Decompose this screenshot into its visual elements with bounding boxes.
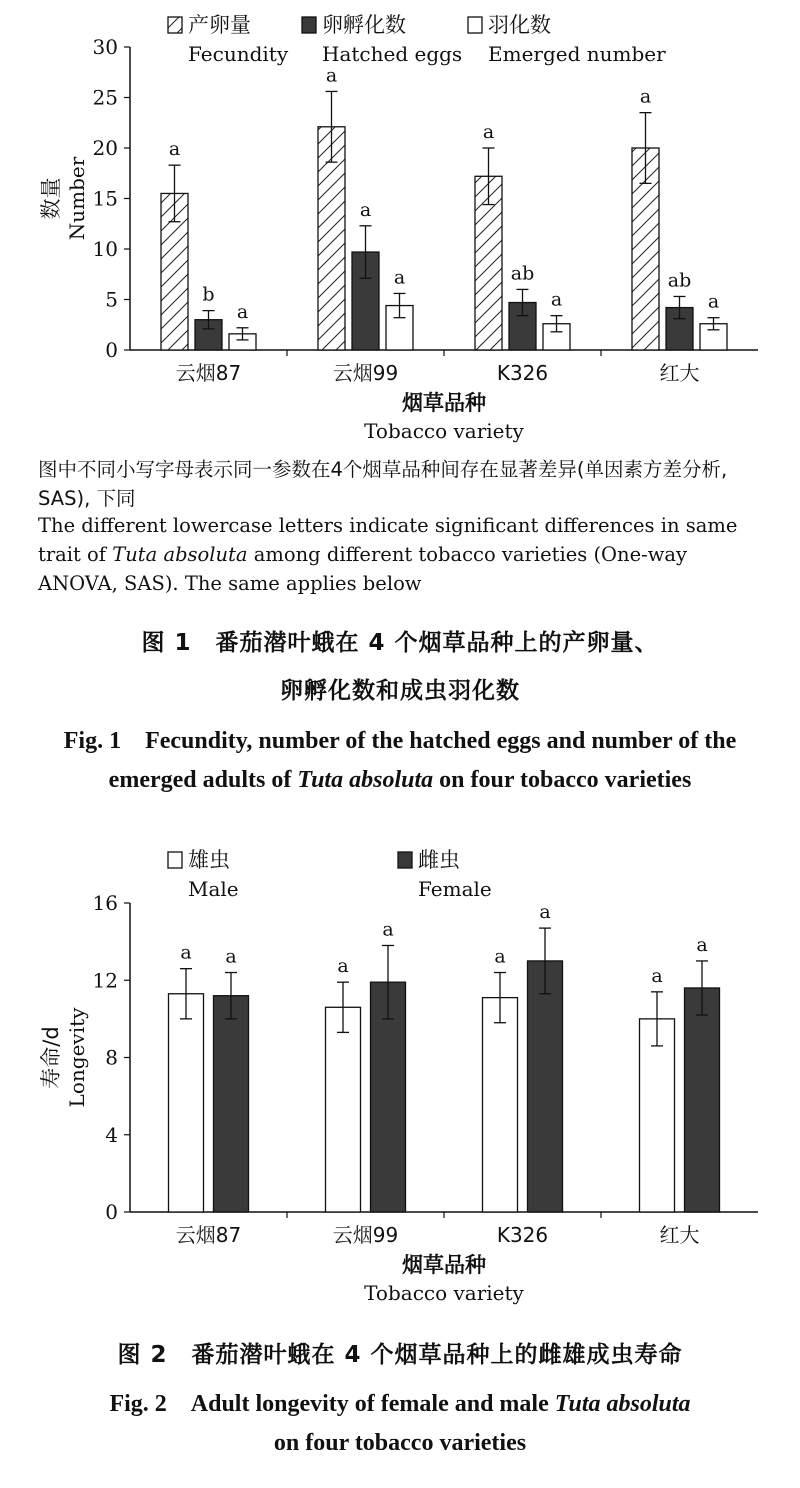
x-axis-label-en: Tobacco variety: [364, 1281, 524, 1305]
legend-label-en: Emerged number: [488, 42, 666, 66]
x-axis-label-zh: 烟草品种: [402, 1253, 486, 1277]
y-axis-label-zh: 数量: [39, 177, 63, 220]
legend-label-en: Fecundity: [188, 42, 289, 66]
significance-letter: a: [236, 300, 249, 323]
legend-swatch: [168, 17, 182, 33]
legend-label-zh: 产卵量: [188, 13, 251, 37]
significance-letter: a: [482, 121, 495, 143]
y-tick-label: 25: [92, 85, 118, 110]
significance-letter: a: [393, 266, 406, 289]
significance-letter: a: [180, 941, 192, 964]
x-tick-label: 云烟87: [175, 1223, 242, 1247]
legend-label-en: Hatched eggs: [322, 42, 463, 66]
x-tick-label: 红大: [659, 361, 700, 385]
y-tick-label: 12: [92, 968, 118, 993]
x-tick-label: 云烟99: [332, 1223, 399, 1247]
significance-note-zh: 图中不同小写字母表示同一参数在4个烟草品种间存在显著差异(单因素方差分析, SAS), 下同: [38, 458, 728, 510]
legend-swatch: [302, 17, 316, 33]
legend-label-zh: 雄虫: [188, 848, 230, 872]
x-axis-label-en: Tobacco variety: [364, 419, 524, 443]
significance-letter: a: [494, 945, 506, 968]
y-tick-label: 20: [92, 136, 118, 160]
y-tick-label: 0: [105, 1200, 118, 1224]
significance-letter: a: [539, 901, 551, 924]
y-tick-label: 4: [105, 1122, 118, 1147]
significance-note-en: The different lowercase letters indicate significant differences in same trait of Tuta absoluta among different tobacco varieties (One-way ANOVA, SAS). The same applies below: [38, 514, 738, 595]
y-tick-label: 5: [105, 287, 118, 312]
y-tick-label: 30: [92, 35, 118, 59]
figure-2-chart: [0, 835, 800, 1315]
bar: [483, 998, 518, 1212]
significance-letter: a: [696, 933, 708, 956]
x-tick-label: K326: [496, 1223, 549, 1247]
legend-swatch: [468, 17, 482, 33]
significance-letter: a: [707, 290, 720, 313]
significance-letter: ab: [510, 262, 535, 285]
legend-swatch: [398, 852, 412, 868]
fig2-caption-en-line1: Fig. 2 Adult longevity of female and male Tuta absoluta: [109, 1391, 691, 1417]
y-tick-label: 0: [105, 338, 118, 362]
fig1-caption-zh-line1: 图 1 番茄潜叶蛾在 4 个烟草品种上的产卵量、: [141, 630, 659, 656]
significance-letter: ab: [667, 269, 692, 292]
bar: [685, 988, 720, 1212]
significance-letter: a: [325, 64, 338, 87]
legend-swatch: [168, 852, 182, 868]
legend-label-zh: 卵孵化数: [322, 13, 406, 37]
x-axis-label-zh: 烟草品种: [402, 391, 486, 415]
bar: [169, 994, 204, 1212]
significance-letter: a: [639, 85, 652, 108]
fig2-caption-zh: 图 2 番茄潜叶蛾在 4 个烟草品种上的雌雄成虫寿命: [117, 1342, 683, 1368]
y-axis-label: [39, 156, 89, 240]
legend-label-zh: 雌虫: [418, 848, 460, 872]
y-axis-label: [39, 1007, 89, 1108]
significance-letter: a: [225, 945, 237, 968]
significance-letter: a: [382, 918, 394, 941]
legend-label-zh: 羽化数: [488, 13, 551, 37]
fig1-caption-en-line1: Fig. 1 Fecundity, number of the hatched eggs and number of the: [63, 728, 737, 754]
bar: [640, 1019, 675, 1212]
y-tick-label: 8: [105, 1045, 118, 1070]
y-axis-label-en: Longevity: [65, 1007, 89, 1108]
fig2-caption-en-line2: on four tobacco varieties: [273, 1430, 527, 1456]
y-tick-label: 16: [92, 891, 118, 915]
significance-letter: a: [337, 955, 349, 978]
species-name: Tuta absoluta: [112, 543, 248, 566]
significance-letter: a: [651, 964, 663, 987]
y-axis-label-zh: 寿命/d: [39, 1026, 63, 1089]
y-tick-label: 10: [92, 237, 118, 261]
significance-letter: a: [168, 138, 181, 161]
x-tick-label: K326: [496, 361, 549, 385]
significance-letter: b: [202, 283, 215, 306]
figure-1-chart: [0, 0, 800, 450]
bar: [326, 1007, 361, 1212]
significance-letter: a: [359, 198, 372, 221]
fig1-caption-en-line2: emerged adults of Tuta absoluta on four tobacco varieties: [108, 767, 692, 793]
x-tick-label: 云烟87: [175, 361, 242, 385]
fig1-caption-zh-line2: 卵孵化数和成虫羽化数: [280, 678, 520, 704]
y-tick-label: 15: [92, 186, 118, 211]
x-tick-label: 红大: [659, 1223, 700, 1247]
significance-letter: a: [550, 288, 563, 311]
legend-label-en: Female: [418, 877, 492, 901]
bar: [214, 996, 249, 1212]
y-axis-label-en: Number: [65, 156, 89, 241]
x-tick-label: 云烟99: [332, 361, 399, 385]
legend-label-en: Male: [188, 877, 239, 901]
bar: [528, 961, 563, 1212]
